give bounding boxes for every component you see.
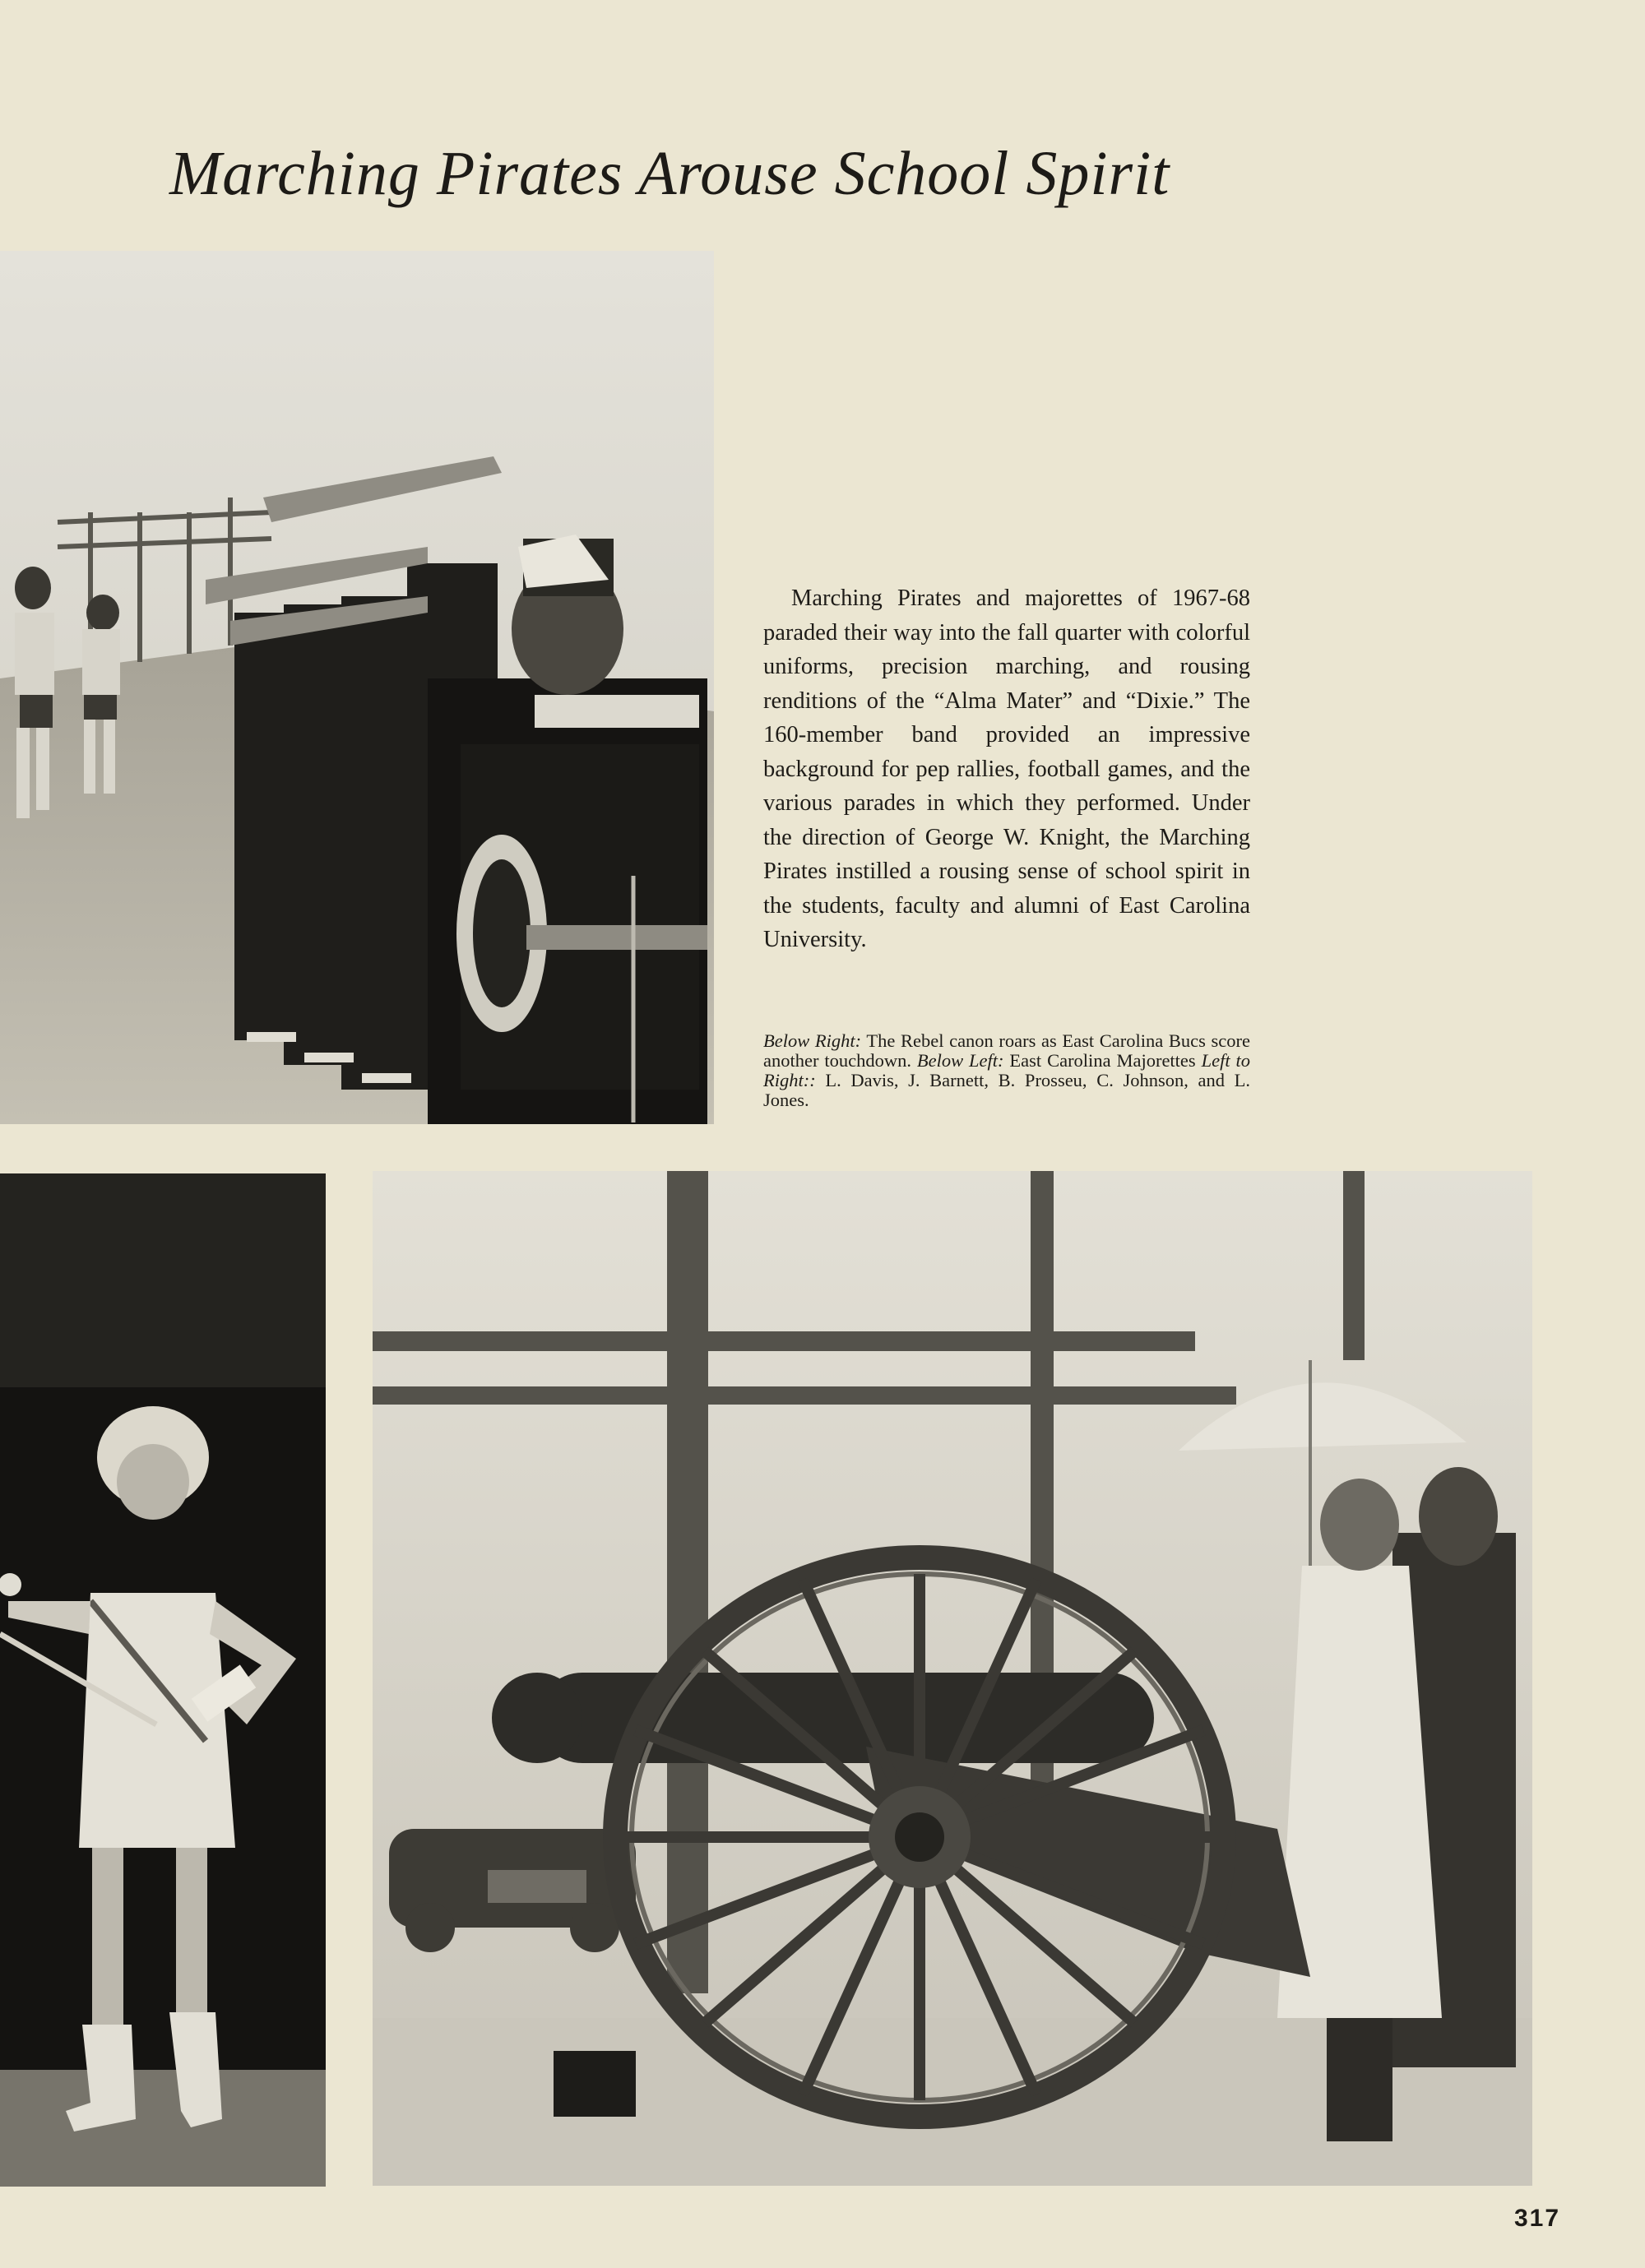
cannon-photo — [373, 1171, 1532, 2186]
article-body: Marching Pirates and majorettes of 1967-68 paraded their way into the fall quarter with colorful uniforms, precision marching, and rousing renditions of the “Alma Mater” and “Dixie.” The 160-member band provided an impressive background for pep rallies, football games, and the various parades in which they performed. Under the direction of George W. Knight, the Marching Pirates instilled a rousing sense of school spirit in the students, faculty and alumni of East Carolina University. — [763, 586, 1250, 952]
caption-below-left-label: Below Left: — [916, 1050, 1004, 1071]
caption-below-right-text: The Rebel canon roars as East Carolina Bucs score another touchdown. — [763, 1030, 1251, 1071]
page-number: 317 — [1514, 2205, 1561, 2232]
caption-below-left-text: East Carolina Majorettes — [1003, 1050, 1202, 1071]
marching-band-photo — [0, 251, 714, 1124]
caption-below-right-label: Below Right: — [763, 1030, 862, 1051]
page-title: Marching Pirates Arouse School Spirit — [169, 139, 1170, 208]
caption-names: L. Davis, J. Barnett, B. Prosseu, C. Johnson, and L. Jones. — [763, 1070, 1250, 1110]
majorette-photo — [0, 1173, 326, 2187]
photo-caption — [763, 1031, 1250, 1110]
caption-left-to-right-label: Left to Right:: — [763, 1050, 1250, 1090]
